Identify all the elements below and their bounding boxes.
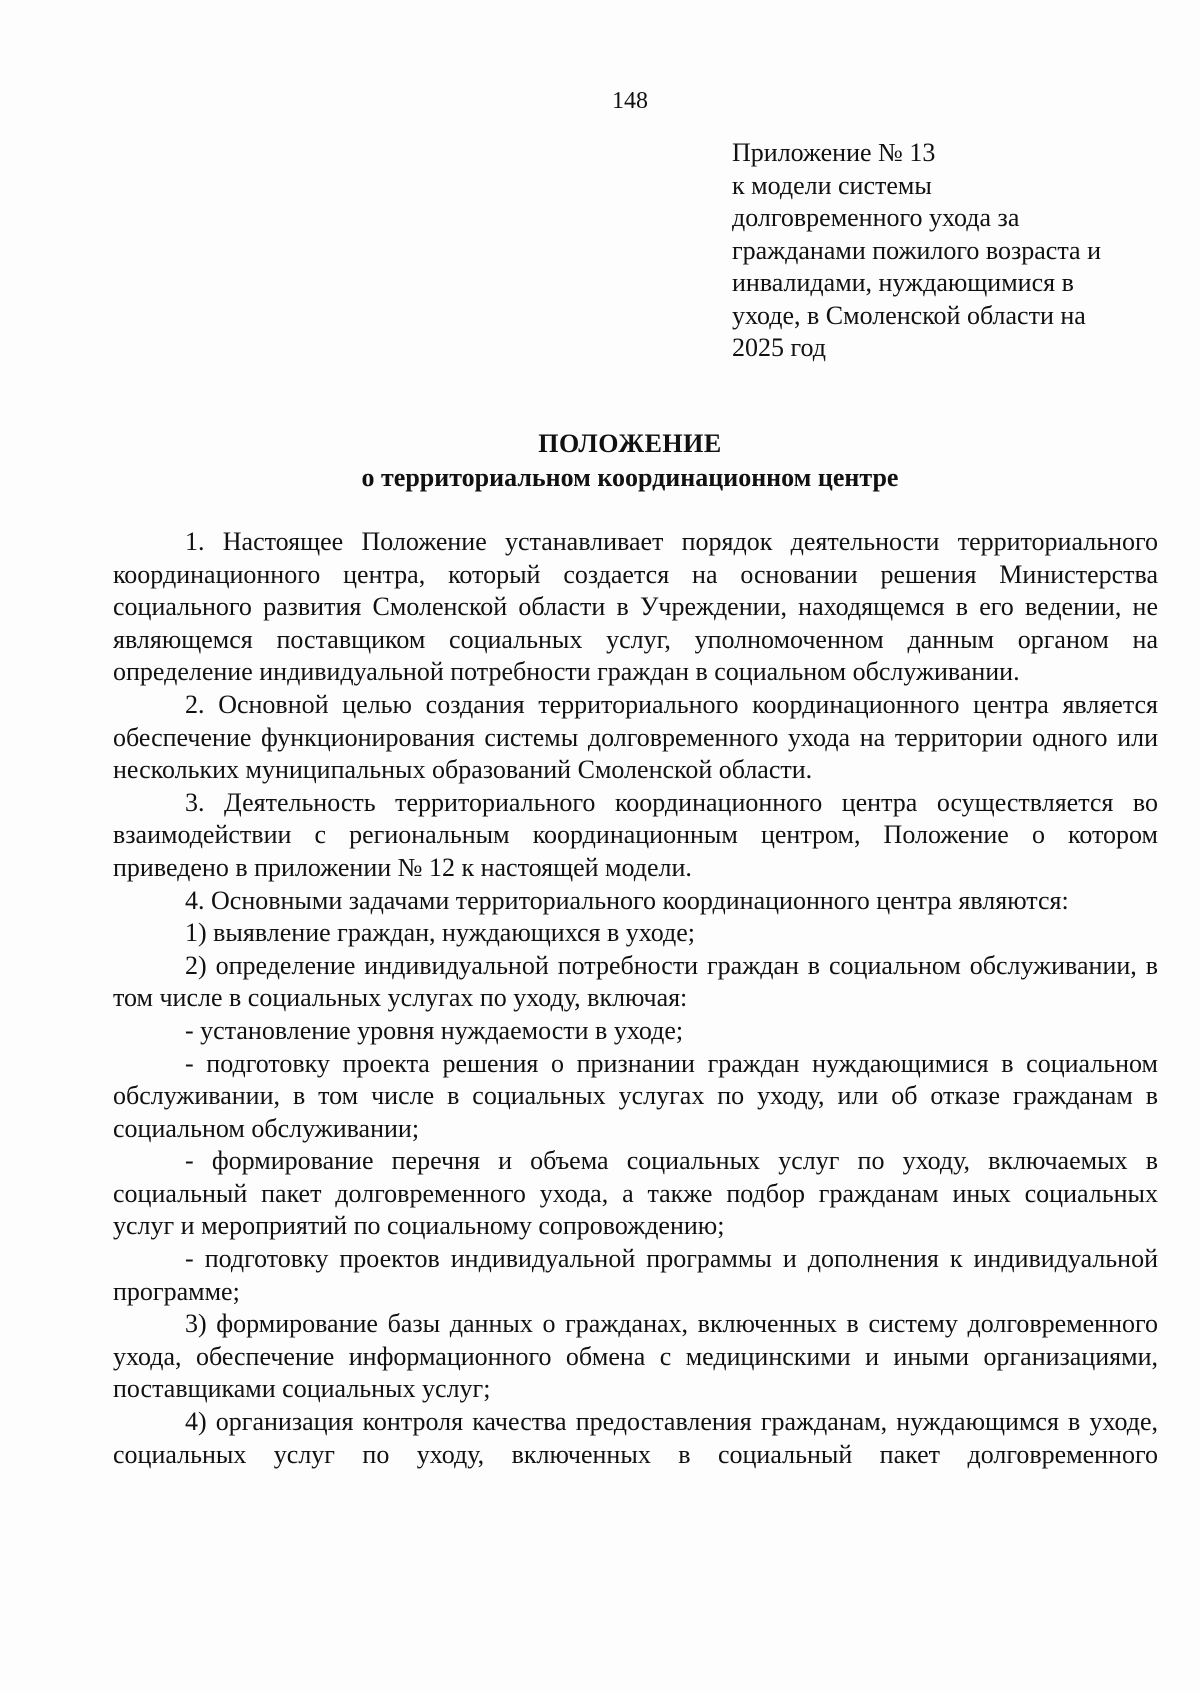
page-number: 148 <box>612 88 648 114</box>
sub-item-decision: - подготовку проекта решения о признании граждан нуждающимися в социальном обслуживании, в том числе в социальных услугах по уходу, или об отказе гражданам в социальном обслуживании; <box>113 1048 1158 1143</box>
appendix-line: Приложение № 13 <box>732 138 936 167</box>
appendix-line: гражданами пожилого возраста и <box>732 235 1101 265</box>
sub-item-level: - установление уровня нуждаемости в уходе; <box>185 1015 684 1045</box>
paragraph-1: 1. Настоящее Положение устанавливает порядок деятельности территориального координационного центра, который создается на основании решения Министерства социального развития Смоленской области в Учреждении, находящемся в его ведении, не являющемся поставщиком социальных услуг, уполномоченном данным органом на определение индивидуальной потребности граждан в социальном обслуживании. <box>113 527 1158 687</box>
document-body <box>113 526 1158 1471</box>
appendix-line: уходе, в Смоленской области на <box>732 300 1086 330</box>
appendix-line: долговременного ухода за <box>732 203 1020 232</box>
sub-item-program: - подготовку проектов индивидуальной программы и дополнения к индивидуальной программе; <box>113 1244 1158 1306</box>
paragraph-4: 4. Основными задачами территориального координационного центра являются: <box>185 885 1069 915</box>
paragraph-2: 2. Основной целью создания территориального координационного центра является обеспечение функционирования системы долговременного ухода на территории одного или нескольких муниципальных образований Смоленской области. <box>113 689 1158 785</box>
appendix-line: инвалидами, нуждающимися в <box>732 268 1074 297</box>
document-subtitle: о территориальном координационном центре <box>361 463 899 492</box>
appendix-line: 2025 год <box>732 333 826 362</box>
list-item-3: 3) формирование базы данных о гражданах, включенных в систему долговременного ухода, обеспечение информационного обмена с медицинскими и иными организациями, поставщиками социальных услуг; <box>113 1309 1158 1404</box>
list-item-4: 4) организация контроля качества предоставления гражданам, нуждающимся в уходе, социальных услуг по уходу, включенных в социальный пакет долговременного <box>113 1407 1158 1469</box>
list-item-1: 1) выявление граждан, нуждающихся в уходе; <box>185 918 695 948</box>
document-title: ПОЛОЖЕНИЕ <box>538 429 722 458</box>
paragraph-3: 3. Деятельность территориального координационного центра осуществляется во взаимодействии с региональным координационным центром, Положение о котором приведено в приложении № 12 к настоящей модели. <box>113 787 1158 882</box>
appendix-header <box>732 137 1152 365</box>
sub-item-services: - формирование перечня и объема социальных услуг по уходу, включаемых в социальный пакет долговременного ухода, а также подбор гражданам иных социальных услуг и мероприятий по социальному сопровождению; <box>113 1146 1158 1241</box>
appendix-line: к модели системы <box>732 170 932 200</box>
list-item-2: 2) определение индивидуальной потребности граждан в социальном обслуживании, в том числе в социальных услугах по уходу, включая: <box>113 950 1158 1013</box>
